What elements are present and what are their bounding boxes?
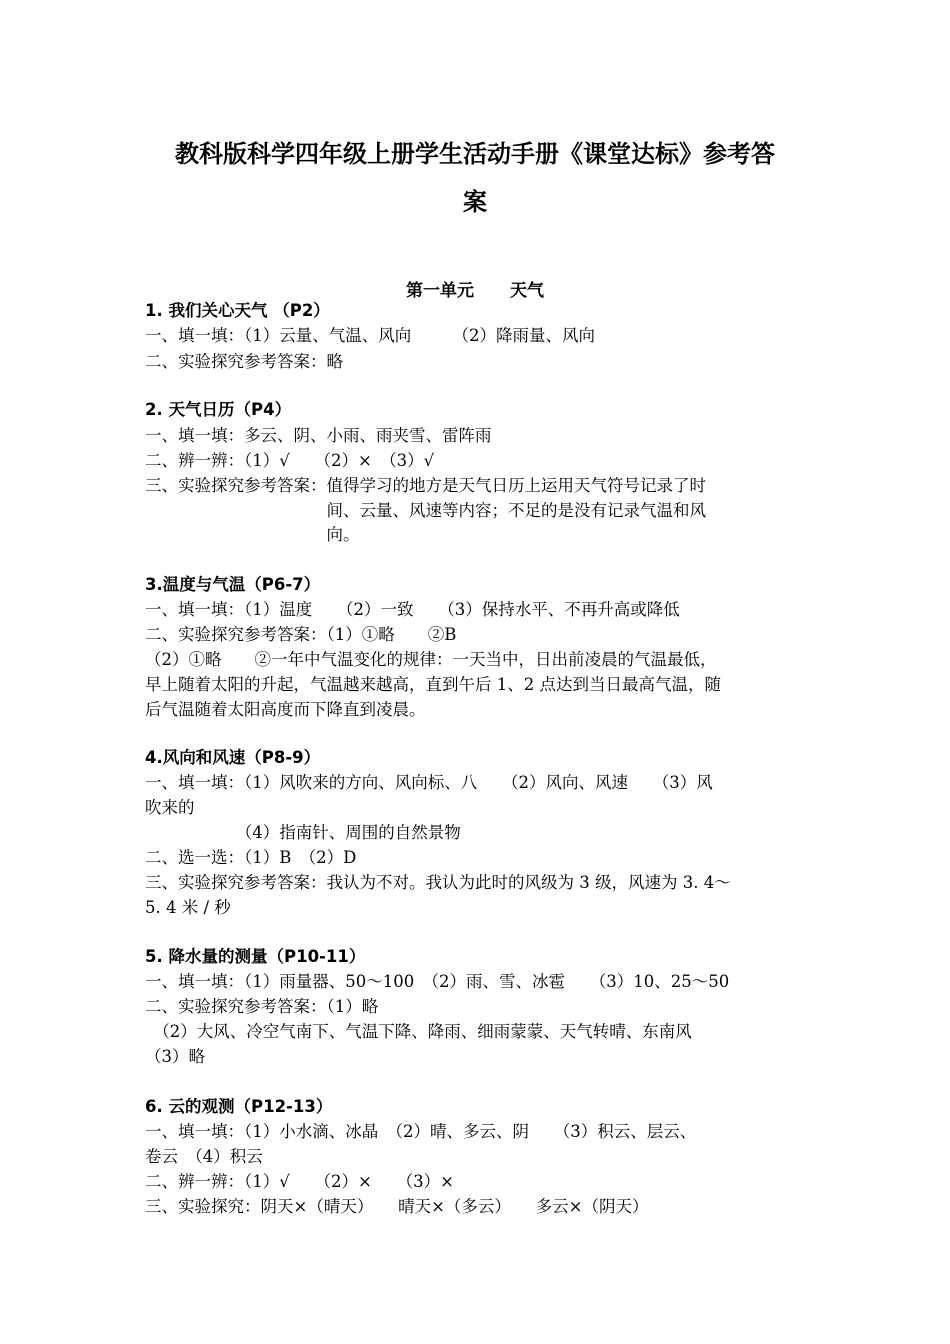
answer-line: 一、填一填：多云、阴、小雨、雨夹雪、雷阵雨 bbox=[145, 426, 492, 445]
answer-line: 一、填一填：（1）雨量器、50～100 （2）雨、雪、冰雹 （3）10、25～50 bbox=[145, 972, 730, 991]
answer-line: 二、实验探究参考答案：（1）略 bbox=[145, 997, 379, 1016]
answer-line: （2）大风、冷空气南下、气温下降、降雨、细雨蒙蒙、天气转晴、东南风 bbox=[145, 1022, 692, 1041]
document-title-line-1: 教科版科学四年级上册学生活动手册《课堂达标》参考答 bbox=[175, 140, 775, 168]
document-title-line-2: 案 bbox=[463, 188, 487, 216]
lesson-heading: 6. 云的观测（P12-13） bbox=[145, 1097, 333, 1116]
answer-line: 一、填一填：（1）风吹来的方向、风向标、八 （2）风向、风速 （3）风 bbox=[145, 773, 713, 792]
answer-line: （3）略 bbox=[145, 1047, 205, 1066]
answer-line: 二、辨一辨：（1）√ （2）× （3）√ bbox=[145, 451, 435, 470]
lesson-heading: 5. 降水量的测量（P10-11） bbox=[145, 947, 366, 966]
answer-line: 卷云 （4）积云 bbox=[145, 1147, 263, 1166]
answer-line: 早上随着太阳的升起，气温越来越高，直到午后 1、2 点达到当日最高气温，随 bbox=[145, 675, 721, 694]
answer-line: 5. 4 米 / 秒 bbox=[145, 898, 231, 917]
answer-line: 一、填一填：（1）温度 （2）一致 （3）保持水平、不再升高或降低 bbox=[145, 600, 680, 619]
answer-line: 吹来的 bbox=[145, 798, 195, 817]
lesson-heading: 2. 天气日历（P4） bbox=[145, 400, 292, 419]
lesson-heading: 3.温度与气温（P6-7） bbox=[145, 575, 321, 594]
answer-line: 二、辨一辨：（1）√ （2）× （3）× bbox=[145, 1172, 454, 1191]
lesson-heading: 4.风向和风速（P8-9） bbox=[145, 748, 321, 767]
answer-line: 二、实验探究参考答案：略 bbox=[145, 352, 343, 371]
answer-line: 间、云量、风速等内容；不足的是没有记录气温和风 bbox=[145, 501, 706, 520]
lesson-heading: 1. 我们关心天气 （P2） bbox=[145, 301, 330, 320]
answer-line: 三、实验探究：阴天×（晴天） 晴天×（多云） 多云×（阴天） bbox=[145, 1197, 649, 1216]
answer-line: 二、选一选：（1）B （2）D bbox=[145, 848, 357, 867]
answer-line: （2）①略 ②一年中气温变化的规律：一天当中，日出前凌晨的气温最低， bbox=[145, 650, 717, 669]
answer-line: （4）指南针、周围的自然景物 bbox=[145, 823, 461, 842]
answer-line: 一、填一填：（1）云量、气温、风向 （2）降雨量、风向 bbox=[145, 326, 595, 345]
answer-line: 向。 bbox=[145, 525, 360, 544]
unit-title: 第一单元 天气 bbox=[406, 281, 544, 301]
answer-line: 一、填一填：（1）小水滴、冰晶 （2）晴、多云、阴 （3）积云、层云、 bbox=[145, 1122, 697, 1141]
answer-line: 三、实验探究参考答案：我认为不对。我认为此时的风级为 3 级，风速为 3. 4～ bbox=[145, 873, 731, 892]
answer-line: 三、实验探究参考答案：值得学习的地方是天气日历上运用天气符号记录了时 bbox=[145, 476, 706, 495]
answer-line: 后气温随着太阳高度而下降直到凌晨。 bbox=[145, 700, 426, 719]
answer-line: 二、实验探究参考答案：（1）①略 ②B bbox=[145, 625, 457, 644]
